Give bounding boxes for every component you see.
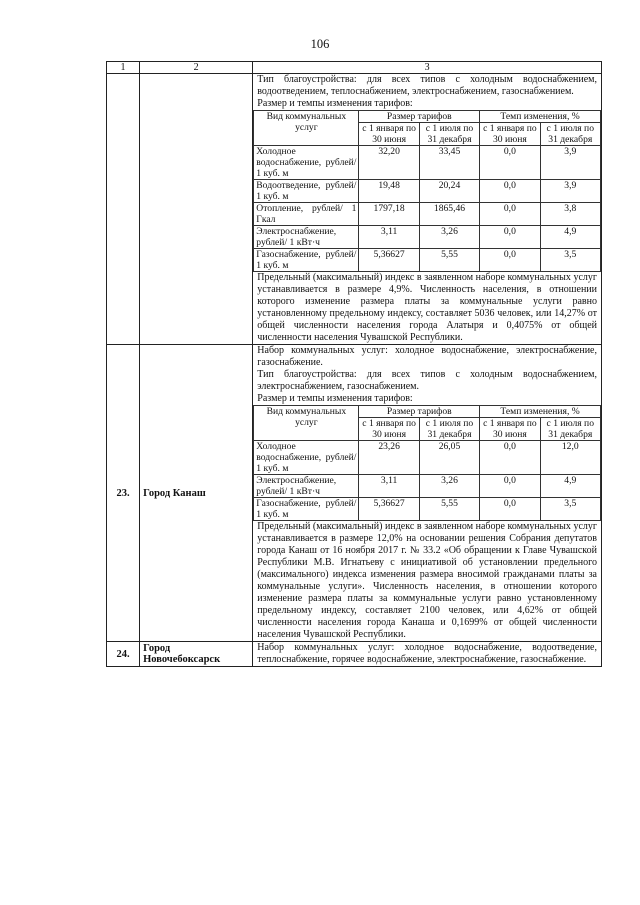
tariff-row (254, 203, 601, 226)
rates-title: Размер и темпы изменения тарифов: (257, 393, 413, 404)
limit-index-text: Предельный (максимальный) индекс в заявленном наборе коммунальных услуг устанавливается в размере 12,0% на основании решения Собрания депутатов города Канаш от 16 ноября 2017 г. № 33.2 «Об обращении к Главе Чувашской Республики М.В. Игнатьеву с инициативой об установлении предельного (максимального) индекса изменения размера вносимой гражданами платы за коммунальные услуги». Численность населения, в отношении которого изменение размера платы за коммунальные услуги равно установленному предельному индексу, составляет 2100 человек, или 4,62% от общей численности населения города Канаша и 0,1699% от общей численности населения Чувашской Республики. (257, 521, 597, 640)
rate-value: 3,8 (540, 203, 600, 226)
period-header: с 1 января по 30 июня (480, 418, 540, 441)
improvement-type-text: Тип благоустройства: для всех типов с холодным водоснабжением, электроснабжением, газоснабжением. (257, 369, 597, 392)
rate-value: 4,9 (540, 226, 600, 249)
period-header: с 1 января по 30 июня (359, 418, 419, 441)
service-header: Вид коммунальных услуг (254, 406, 359, 441)
details-cell (253, 345, 602, 642)
limit-index-text: Предельный (максимальный) индекс в заявленном наборе коммунальных услуг устанавливается в размере 4,9%. Численность населения, в отношении которого изменение размера платы за коммунальные услуги равно установленному предельному индексу, составляет 5036 человек, или 14,27% от общей численности населения города Алатыря и 0,4075% от общей численности населения Чувашской Республики. (257, 272, 597, 343)
tariff-value: 20,24 (419, 180, 479, 203)
services-set-text: Набор коммунальных услуг: холодное водоснабжение, водоотведение, теплоснабжение, горячее водоснабжение, электроснабжение, газоснабжение. (257, 642, 597, 665)
municipality-name: Город Канаш (140, 345, 253, 642)
period-header: с 1 июля по 31 декабря (540, 418, 600, 441)
tariff-row (254, 441, 601, 475)
rate-value: 12,0 (540, 441, 600, 475)
col-header-3: 3 (253, 62, 602, 74)
tariff-value: 23,26 (359, 441, 419, 475)
tariff-value: 33,45 (419, 146, 479, 180)
details-cell (253, 74, 602, 345)
service-name: Электроснабжение, рублей/ 1 кВт·ч (254, 475, 359, 498)
rate-value: 0,0 (480, 475, 540, 498)
row-number: 23. (107, 345, 140, 642)
service-name: Газоснабжение, рублей/ 1 куб. м (254, 249, 359, 272)
rate-value: 0,0 (480, 180, 540, 203)
tariff-row (254, 475, 601, 498)
rate-value: 0,0 (480, 203, 540, 226)
period-header: с 1 января по 30 июня (480, 123, 540, 146)
column-number-row (107, 62, 602, 74)
service-name: Отопление, рублей/ 1 Гкал (254, 203, 359, 226)
tariff-value: 5,36627 (359, 498, 419, 521)
tariff-value: 1865,46 (419, 203, 479, 226)
tariff-value: 3,11 (359, 226, 419, 249)
rate-value: 0,0 (480, 498, 540, 521)
period-header: с 1 июля по 31 декабря (419, 418, 479, 441)
tariff-row (254, 498, 601, 521)
tariff-value: 5,55 (419, 498, 479, 521)
rates-table (253, 405, 601, 521)
service-header: Вид коммунальных услуг (254, 111, 359, 146)
rates-title: Размер и темпы изменения тарифов: (257, 98, 413, 109)
col-header-2: 2 (140, 62, 253, 74)
details-cell (253, 642, 602, 667)
improvement-type-text: Тип благоустройства: для всех типов с холодным водоснабжением, водоотведением, теплоснабжением, электроснабжением, газоснабжением. (257, 74, 597, 97)
services-set-text: Набор коммунальных услуг: холодное водоснабжение, электроснабжение, газоснабжение. (257, 345, 597, 368)
service-name: Электроснабжение, рублей/ 1 кВт·ч (254, 226, 359, 249)
period-header: с 1 июля по 31 декабря (419, 123, 479, 146)
rate-value: 0,0 (480, 249, 540, 272)
tariff-value: 26,05 (419, 441, 479, 475)
tariff-value: 5,55 (419, 249, 479, 272)
tariff-value: 32,20 (359, 146, 419, 180)
rate-value: 0,0 (480, 146, 540, 180)
service-name: Водоотведение, рублей/ 1 куб. м (254, 180, 359, 203)
tariff-value: 5,36627 (359, 249, 419, 272)
row-number: 24. (107, 642, 140, 667)
tariff-value: 3,26 (419, 226, 479, 249)
rate-value: 3,9 (540, 146, 600, 180)
service-name: Холодное водоснабжение, рублей/ 1 куб. м (254, 441, 359, 475)
table-row-23 (107, 345, 602, 642)
service-name: Газоснабжение, рублей/ 1 куб. м (254, 498, 359, 521)
tariff-value: 19,48 (359, 180, 419, 203)
page-number: 106 (310, 37, 330, 51)
tariff-table (106, 61, 602, 667)
tariff-size-header: Размер тарифов (359, 111, 480, 123)
col-header-1: 1 (107, 62, 140, 74)
tariff-row (254, 249, 601, 272)
tariff-value: 3,26 (419, 475, 479, 498)
tariff-value: 1797,18 (359, 203, 419, 226)
rate-value: 0,0 (480, 226, 540, 249)
tariff-row (254, 180, 601, 203)
tariff-size-header: Размер тарифов (359, 406, 480, 418)
tariff-row (254, 226, 601, 249)
period-header: с 1 июля по 31 декабря (540, 123, 600, 146)
period-header: с 1 января по 30 июня (359, 123, 419, 146)
municipality-cell (140, 74, 253, 345)
rate-value: 3,5 (540, 249, 600, 272)
tariff-row (254, 146, 601, 180)
change-rate-header: Темп изменения, % (480, 406, 601, 418)
service-name: Холодное водоснабжение, рублей/ 1 куб. м (254, 146, 359, 180)
table-row-continuation (107, 74, 602, 345)
tariff-value: 3,11 (359, 475, 419, 498)
rate-value: 4,9 (540, 475, 600, 498)
table-row-24 (107, 642, 602, 667)
change-rate-header: Темп изменения, % (480, 111, 601, 123)
rate-value: 0,0 (480, 441, 540, 475)
rate-value: 3,9 (540, 180, 600, 203)
rates-table (253, 110, 601, 272)
rate-value: 3,5 (540, 498, 600, 521)
row-number-cell (107, 74, 140, 345)
municipality-name: Город Новочебоксарск (140, 642, 253, 667)
